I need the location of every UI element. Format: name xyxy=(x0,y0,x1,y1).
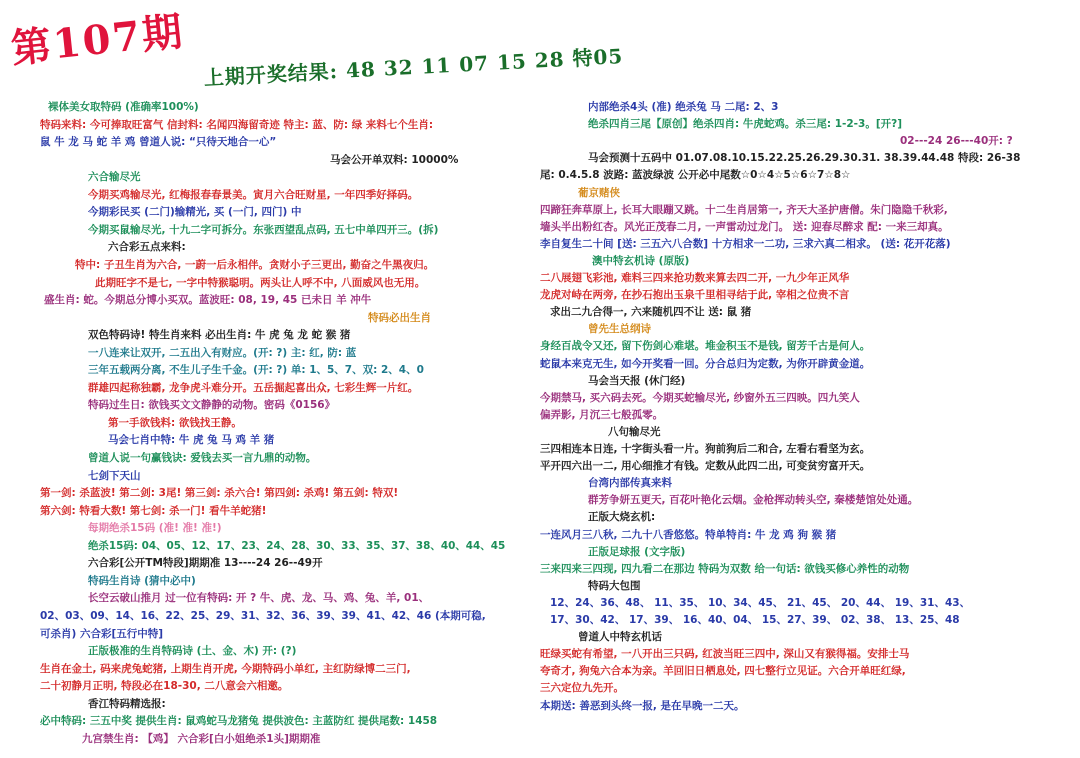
left-line: 鼠 牛 龙 马 蛇 羊 鸡 曾道人说: “只待天地合一心” xyxy=(40,136,277,149)
left-line: 今期买鼠输尽光, 十九二字可拆分。东张西望乱点码, 五七中单四开三。(拆) xyxy=(88,223,439,236)
right-line: 02---24 26---40开: ? xyxy=(900,135,1013,148)
right-line: 群芳争妍五更天, 百花叶艳化云烟。金枪挥动转头空, 秦楼楚馆处处通。 xyxy=(588,494,919,507)
left-line: 02、03、09、14、16、22、25、29、31、32、36、39、39、41、42、46 (本期可稳, xyxy=(40,609,486,622)
right-line: 台湾内部传真来料 xyxy=(588,477,672,490)
issue-number: 第107期 xyxy=(8,7,187,73)
right-line: 旺绿买蛇有希望, 一八开出三只码, 红波当旺三四中, 深山又有猴得福。安排士马 xyxy=(540,648,910,661)
right-line: 曾先生总纲诗 xyxy=(588,323,651,336)
right-line: 特码大包围 xyxy=(588,579,641,592)
right-line: 墙头半出粉红杏。风光正茂春二月, 一声雷动过龙门。 送: 迎春尽醉求 配: 一来三却真。 xyxy=(540,220,949,233)
left-line: 特中: 子丑生肖为六合, 一蔚一后永相伴。贪财小子三更出, 勤奋之牛黑夜归。 xyxy=(75,258,435,271)
left-line: 三年五载两分离, 不生儿子生千金。(开: ?) 单: 1、5、7、双: 2、4、0 xyxy=(88,364,424,377)
right-line: 12、24、36、48、 11、35、 10、34、45、 21、45、 20、44、 19、31、43、 xyxy=(550,596,971,609)
right-line: 澳中特玄机诗 (原版) xyxy=(592,254,690,267)
left-line: 正版极准的生肖特码诗 (土、金、木) 开: (?) xyxy=(88,645,297,658)
left-line: 二十初静月正明, 特段必在18-30, 二八意会六相邀。 xyxy=(40,680,289,693)
right-line: 17、30、42、 17、39、 16、40、04、 15、27、39、 02、38、 13、25、48 xyxy=(550,614,960,626)
right-line: 今期禁马, 买六码去死。今期买蛇输尽光, 纱窗外五三四映。四九笑人 xyxy=(540,391,860,404)
left-line: 每期绝杀15码 (准! 准! 准!) xyxy=(88,522,222,535)
left-line: 必中特码: 三五中奖 提供生肖: 鼠鸡蛇马龙猪兔 提供波色: 主蓝防红 提供尾数: 1458 xyxy=(40,715,438,728)
left-line: 盛生肖: 蛇。今期总分博小买双。蓝波旺: 08, 19, 45 已未日 羊 冲牛 xyxy=(44,294,372,307)
left-line: 今期买鸡输尽光, 红梅报春春景美。寅月六合旺财星, 一年四季好择码。 xyxy=(88,188,419,201)
right-line: 一连风月三八秋, 二九十八香悠悠。特单特肖: 牛 龙 鸡 狗 猴 猪 xyxy=(540,528,837,541)
left-line: 今期彩民买 (二门)输精光, 买 (一门, 四门) 中 xyxy=(88,206,302,219)
right-line: 三四相连本日连, 十字街头看一片。狗前狗后二和合, 左看右看坚为玄。 xyxy=(540,443,871,455)
right-line: 求出二九合得一, 六来随机四不让 送: 鼠 猪 xyxy=(550,306,752,319)
right-line: 平开四六出一二, 用心细推才有钱。定数从此四二出, 可变贫穷富开天。 xyxy=(540,460,871,473)
left-line: 一八连来让双开, 二五出入有财应。(开: ?) 主: 红, 防: 蓝 xyxy=(88,346,357,359)
right-line: 偏弄影, 月沉三七般孤零。 xyxy=(540,408,664,421)
left-line: 此期旺字不是七, 一字中特猴聪明。两头让人呼不中, 八面威风也无用。 xyxy=(95,276,426,289)
last-draw-result: 上期开奖结果: 48 32 11 07 15 28 特05 xyxy=(203,44,624,90)
left-line: 裸体美女取特码 (准确率100%) xyxy=(48,101,199,113)
left-line: 马会七肖中特: 牛 虎 兔 马 鸡 羊 猪 xyxy=(108,434,275,447)
right-line: 蛇鼠本来克无生, 如今开奖看一回。分合总归为定数, 为你开辟黄金道。 xyxy=(540,357,871,370)
right-line: 李自复生二十间 [送: 三五六八合数] 十方相求一二功, 三求六真二相求。 (送: 花开花落) xyxy=(540,237,951,250)
right-line: 本期送: 善恶到头终一报, 是在早晚一二天。 xyxy=(540,699,745,712)
left-line: 特码必出生肖 xyxy=(368,311,431,324)
right-line: 身经百战令又还, 留下伤剑心难堪。堆金积玉不是钱, 留芳千古是何人。 xyxy=(540,340,871,353)
left-line: 马会公开单双料: 10000% xyxy=(330,153,459,166)
left-line: 曾道人说一句赢钱诀: 爱钱去买一言九鼎的动物。 xyxy=(88,452,317,464)
left-line: 六合彩五点来料: xyxy=(108,241,186,254)
right-line: 马会预测十五码中 01.07.08.10.15.22.25.26.29.30.31. 38.39.44.48 特段: 26-38 xyxy=(588,152,1021,165)
right-line: 八句输尽光 xyxy=(608,425,661,438)
right-line: 葡京赌侠 xyxy=(578,186,620,199)
right-line: 正版足球报 (文字版) xyxy=(588,545,686,558)
left-line: 群雄四起称独霸, 龙争虎斗难分开。五岳掘起喜出众, 七彩生辉一片红。 xyxy=(88,381,419,394)
right-line: 绝杀四肖三尾【原创】绝杀四肖: 牛虎蛇鸡。杀三尾: 1-2-3。[开?] xyxy=(588,118,903,131)
left-line: 第一剑: 杀蓝波! 第二剑: 3尾! 第三剑: 杀六合! 第四剑: 杀鸡! 第五剑: 特双! xyxy=(40,487,399,500)
left-line: 六合彩[公开TM特段]期期准 13----24 26--49开 xyxy=(88,557,323,570)
right-line: 三来四来三四现, 四九看二在那边 特码为双数 给一句话: 欲钱买修心养性的动物 xyxy=(540,562,910,575)
left-line: 特码来料: 今可捧取旺富气 信封料: 名闻四海留奇迹 特主: 蓝、防: 绿 来料七个生肖: xyxy=(40,118,434,131)
left-line: 特码过生日: 欲钱买文文静静的动物。密码《0156》 xyxy=(88,399,336,412)
right-line: 二八展翅飞彩池, 难料三四来抢功数来算去四二开, 一九少年正风华 xyxy=(540,272,850,284)
left-line: 可杀肖) 六合彩[五行中特] xyxy=(40,627,164,640)
right-line: 曾道人中特玄机话 xyxy=(578,631,662,644)
right-line: 马会当天报 (休门经) xyxy=(588,374,686,387)
right-line: 内部绝杀4头 (准) 绝杀兔 马 二尾: 2、3 xyxy=(588,101,779,113)
left-line: 六合输尽光 xyxy=(88,171,141,184)
right-line: 四蹄狂奔草原上, 长耳大眼蹦又跳。十二生肖居第一, 齐天大圣护唐僧。朱门隐隐千秋彩, xyxy=(540,203,948,216)
left-line: 香江特码精选报: xyxy=(88,697,166,710)
right-line: 三六定位九先开。 xyxy=(540,682,624,695)
right-line: 夸奇才, 狗兔六合本为亲。羊回旧日栖息处, 四七整行立见证。六合开单旺红绿, xyxy=(540,665,906,678)
left-line: 九宫禁生肖: 【鸡】 六合彩[白小姐绝杀1头]期期准 xyxy=(82,732,321,745)
left-line: 双色特码诗! 特生肖来料 必出生肖: 牛 虎 兔 龙 蛇 猴 猪 xyxy=(88,329,351,342)
left-line: 绝杀15码: 04、05、12、17、23、24、28、30、33、35、37、38、40、44、45 xyxy=(88,539,506,552)
left-line: 生肖在金土, 码来虎兔蛇猪, 上期生肖开虎, 今期特码小单红, 主红防绿博二三门, xyxy=(40,662,411,675)
right-line: 正版大烧玄机: xyxy=(588,511,656,524)
left-line: 七剑下天山 xyxy=(88,469,141,482)
right-line: 尾: 0.4.5.8 波路: 蓝波绿波 公开必中尾数☆0☆4☆5☆6☆7☆8☆ xyxy=(540,169,851,182)
left-line: 第六剑: 特看大数! 第七剑: 杀一门! 看牛羊蛇猪! xyxy=(40,504,267,517)
right-line: 龙虎对峙在两旁, 在抄石抱出玉泉千里相寻结于此, 宰相之位贵不言 xyxy=(540,289,850,302)
left-line: 长空云破山推月 过一位有特码: 开 ? 牛、虎、龙、马、鸡、兔、羊, 01、 xyxy=(88,592,430,605)
left-line: 特码生肖诗 (猜中必中) xyxy=(88,574,196,587)
left-line: 第一手欲钱料: 欲钱找王静。 xyxy=(108,416,242,429)
